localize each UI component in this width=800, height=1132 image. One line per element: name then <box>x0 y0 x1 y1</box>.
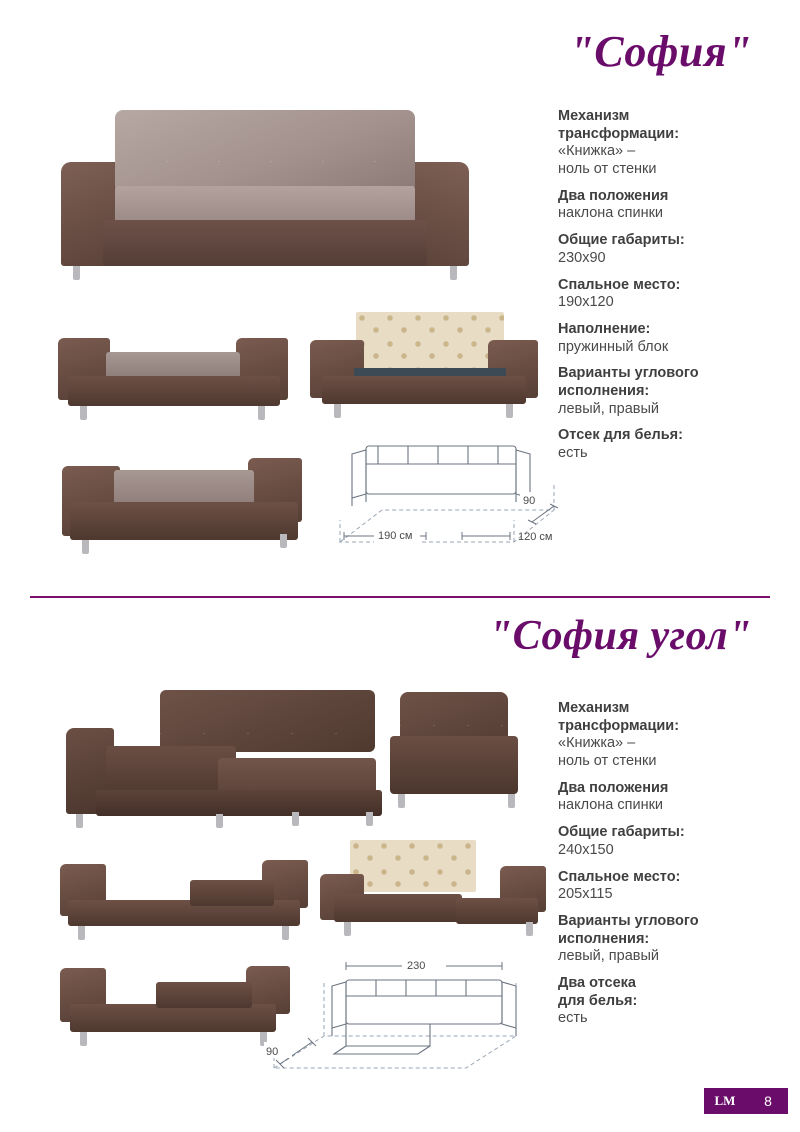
dim-depth-label: 90 <box>266 1046 279 1058</box>
spec-value: 190х120 <box>558 294 614 311</box>
page-number: 8 <box>748 1088 788 1114</box>
brand-logo: LM <box>706 1088 744 1114</box>
spec-value: 240х150 <box>558 841 614 858</box>
spec-item <box>558 277 788 312</box>
spec-value: 205х115 <box>558 886 613 903</box>
spec-label: Общие габариты: <box>558 232 685 249</box>
specs-sofia-ugol <box>558 700 788 1037</box>
sofa-base <box>103 220 427 266</box>
spec-value: пружинный блок <box>558 338 669 355</box>
spec-value: «Книжка» – <box>558 143 636 160</box>
spec-label: Варианты углового <box>558 365 699 382</box>
spec-label-2: трансформации: <box>558 717 680 734</box>
spec-label: Механизм <box>558 700 630 716</box>
spec-label: Два положения <box>558 779 669 796</box>
dim-width-label: 230 <box>407 960 426 972</box>
spec-label: Общие габариты: <box>558 824 685 841</box>
corner-sofa-photo-main <box>60 690 510 840</box>
spec-item <box>558 824 788 859</box>
sofa-backrest <box>115 110 415 188</box>
spec-value: левый, правый <box>558 400 660 417</box>
section-title-sofia-ugol: "София угол" <box>488 613 752 659</box>
sofa-leg <box>73 266 80 280</box>
spec-value: 230х90 <box>558 249 606 266</box>
spec-value-2: ноль от стенки <box>558 161 657 178</box>
spec-item <box>558 780 788 815</box>
spec-label: Два положения <box>558 187 669 204</box>
spec-item <box>558 975 788 1028</box>
spec-label-2: для белья: <box>558 992 638 1009</box>
sofa-photo-angled <box>62 440 302 555</box>
dimension-diagram-sofia <box>322 424 572 564</box>
spec-label: Наполнение: <box>558 320 651 337</box>
spec-item <box>558 700 788 771</box>
spec-item <box>558 108 788 179</box>
spec-label-2: трансформации: <box>558 125 680 142</box>
sofa-photo-unfolded <box>58 330 288 420</box>
section-divider <box>30 596 770 598</box>
spec-value: наклона спинки <box>558 205 664 222</box>
spec-label: Спальное место: <box>558 276 681 293</box>
dim-sleep-label: 120 см <box>518 531 553 543</box>
corner-photo-unfolded <box>60 860 308 942</box>
spec-item <box>558 321 788 356</box>
sofa-photo-storage <box>310 312 538 420</box>
specs-sofia <box>558 108 788 472</box>
spec-item <box>558 869 788 904</box>
spec-value: левый, правый <box>558 948 660 965</box>
sofa-photo-main <box>55 110 475 285</box>
spec-value-2: ноль от стенки <box>558 753 657 770</box>
sofa-seat <box>115 186 415 222</box>
spec-label-2: исполнения: <box>558 382 650 399</box>
dim-width-label: 190 см <box>378 530 413 542</box>
corner-photo-storage <box>320 840 550 940</box>
spec-item <box>558 913 788 966</box>
spec-value: есть <box>558 445 588 461</box>
spec-label: Механизм <box>558 108 630 124</box>
spec-value: «Книжка» – <box>558 735 636 752</box>
dim-depth-label: 90 <box>523 495 536 507</box>
spec-label: Спальное место: <box>558 868 681 885</box>
spec-label: Варианты углового <box>558 912 699 929</box>
spec-item <box>558 365 788 418</box>
dimension-diagram-sofia-ugol <box>250 940 530 1090</box>
spec-value: наклона спинки <box>558 797 664 814</box>
spec-item <box>558 232 788 267</box>
sofa-leg <box>450 266 457 280</box>
spec-item <box>558 427 788 462</box>
spec-label: Отсек для белья: <box>558 427 683 444</box>
spec-item <box>558 188 788 223</box>
section-title-sofia: "София" <box>569 27 752 76</box>
spec-value: есть <box>558 1010 588 1027</box>
spec-label-2: исполнения: <box>558 930 650 947</box>
spec-label: Два отсека <box>558 974 637 991</box>
